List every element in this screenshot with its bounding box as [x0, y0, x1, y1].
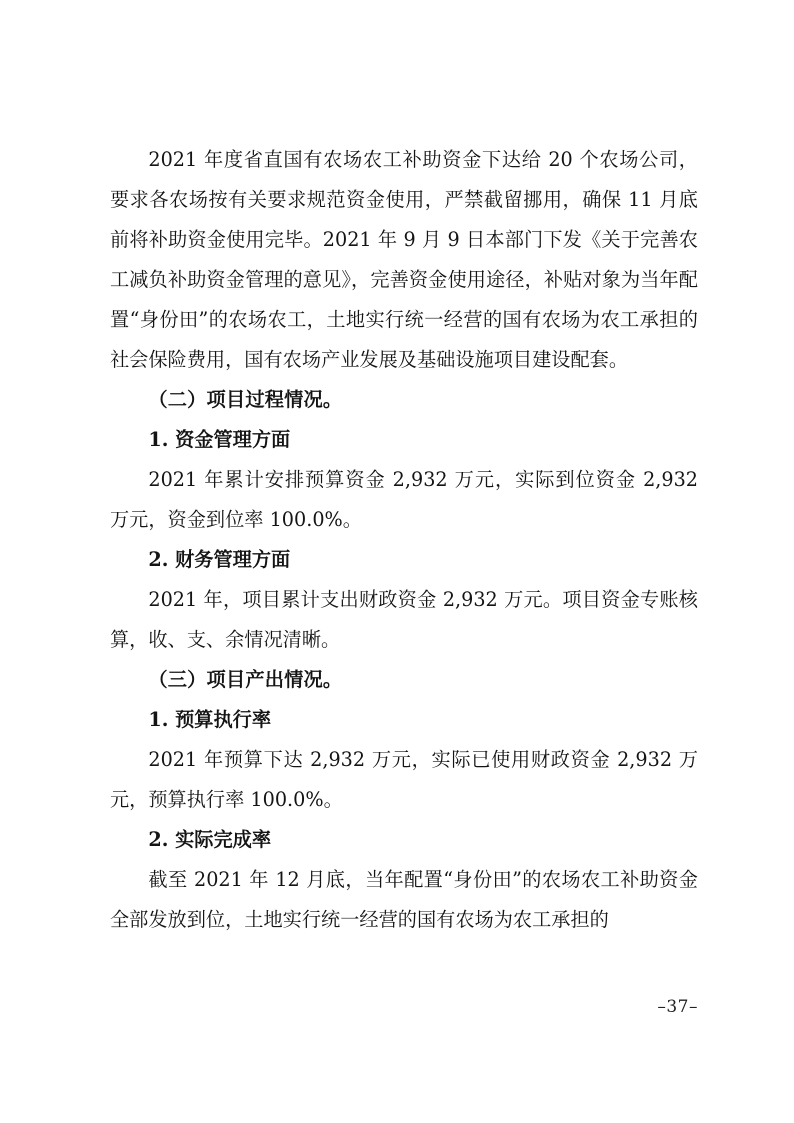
paragraph-actual-completion-detail: 截至 2021 年 12 月底，当年配置“身份田”的农场农工补助资金全部发放到位，土地实行统一经营的国有农场为农工承担的 — [110, 868, 698, 931]
paragraph-fund-management-detail: 2021 年累计安排预算资金 2,932 万元，实际到位资金 2,932 万元，资金到位率 100.0%。 — [110, 468, 698, 531]
page-number: –37– — [657, 997, 698, 1017]
paragraph-funding-overview: 2021 年度省直国有农场农工补助资金下达给 20 个农场公司，要求各农场按有关要求规范资金使用，严禁截留挪用，确保 11 月底前将补助资金使用完毕。2021 年 9 月 9 日本部门下发《关于完善农工减负补助资金管理的意见》，完善资金使用途径，补贴对象为当年配置“身份田”的农场农工，土地实行统一经营的国有农场为农工承担的社会保险费用，国有农场产业发展及基础设施项目建设配套。 — [110, 148, 698, 371]
subheading-actual-completion-rate: 2. 实际完成率 — [148, 828, 272, 851]
heading-project-process: （二）项目过程情况。 — [148, 388, 343, 411]
subheading-budget-execution-rate: 1. 预算执行率 — [148, 708, 272, 731]
subheading-fund-management: 1. 资金管理方面 — [148, 428, 291, 451]
subheading-financial-management: 2. 财务管理方面 — [148, 548, 291, 571]
paragraph-financial-management-detail: 2021 年，项目累计支出财政资金 2,932 万元。项目资金专账核算，收、支、余情况清晰。 — [110, 588, 698, 651]
paragraph-budget-execution-detail: 2021 年预算下达 2,932 万元，实际已使用财政资金 2,932 万元，预算执行率 100.0%。 — [110, 748, 698, 811]
heading-project-output: （三）项目产出情况。 — [148, 668, 343, 691]
document-body — [110, 140, 698, 940]
